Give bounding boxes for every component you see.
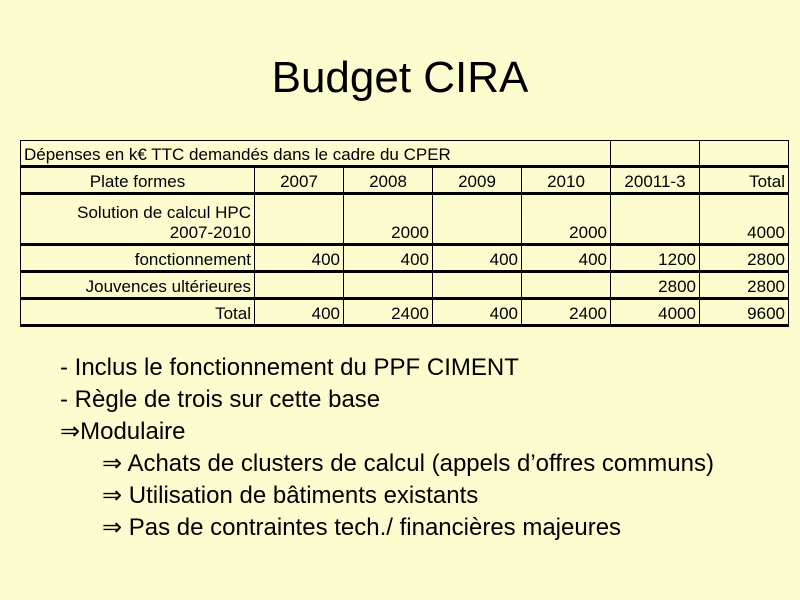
cell: 400: [255, 245, 344, 272]
cell: [255, 194, 344, 245]
slide-title: Budget CIRA: [271, 53, 529, 102]
row-label-fonctionnement: fonctionnement: [21, 245, 255, 272]
cell: [433, 194, 522, 245]
empty-cell: [700, 141, 789, 167]
empty-cell: [611, 141, 700, 167]
cell: 2400: [344, 299, 433, 326]
cell: 4000: [611, 299, 700, 326]
bullet-subitem: ⇒ Utilisation de bâtiments existants: [102, 482, 479, 509]
cell: [522, 272, 611, 299]
table-row-total: [21, 299, 789, 326]
header-2007: 2007: [255, 167, 344, 194]
row-label-hpc-line2: 2007-2010: [169, 223, 251, 242]
table-row: [21, 194, 789, 245]
table-header-row: [21, 167, 789, 194]
row-label-hpc: [21, 194, 255, 245]
cell: [433, 272, 522, 299]
cell: 2800: [700, 272, 789, 299]
cell: 4000: [700, 194, 789, 245]
cell: 400: [433, 245, 522, 272]
bullet-list: [60, 352, 714, 544]
cell: 2400: [522, 299, 611, 326]
cell: 400: [255, 299, 344, 326]
header-2009: 2009: [433, 167, 522, 194]
bullet-subitem: ⇒ Pas de contraintes tech./ financières majeures: [102, 514, 622, 541]
table-caption-row: [21, 141, 789, 167]
cell: 400: [344, 245, 433, 272]
cell: 2000: [344, 194, 433, 245]
cell: 400: [433, 299, 522, 326]
table-row: [21, 272, 789, 299]
cell: 400: [522, 245, 611, 272]
row-label-hpc-line1: Solution de calcul HPC: [77, 203, 251, 222]
cell: [611, 194, 700, 245]
cell: 2800: [700, 245, 789, 272]
header-2010: 2010: [522, 167, 611, 194]
cell: 2000: [522, 194, 611, 245]
row-label-total: Total: [21, 299, 255, 326]
cell: 1200: [611, 245, 700, 272]
bullet-item: ⇒Modulaire: [60, 418, 186, 445]
header-platform: Plate formes: [21, 167, 255, 194]
table-row: [21, 245, 789, 272]
cell: 2800: [611, 272, 700, 299]
header-2008: 2008: [344, 167, 433, 194]
header-2011-3: 20011-3: [611, 167, 700, 194]
budget-table: [20, 140, 789, 327]
cell: [255, 272, 344, 299]
cell: [344, 272, 433, 299]
bullet-item: - Inclus le fonctionnement du PPF CIMENT: [60, 354, 519, 381]
bullet-item: - Règle de trois sur cette base: [60, 386, 381, 413]
row-label-jouvences: Jouvences ultérieures: [21, 272, 255, 299]
header-total: Total: [700, 167, 789, 194]
cell: 9600: [700, 299, 789, 326]
bullet-subitem: ⇒ Achats de clusters de calcul (appels d’offres communs): [102, 450, 714, 477]
table-caption: Dépenses en k€ TTC demandés dans le cadre du CPER: [21, 141, 611, 167]
